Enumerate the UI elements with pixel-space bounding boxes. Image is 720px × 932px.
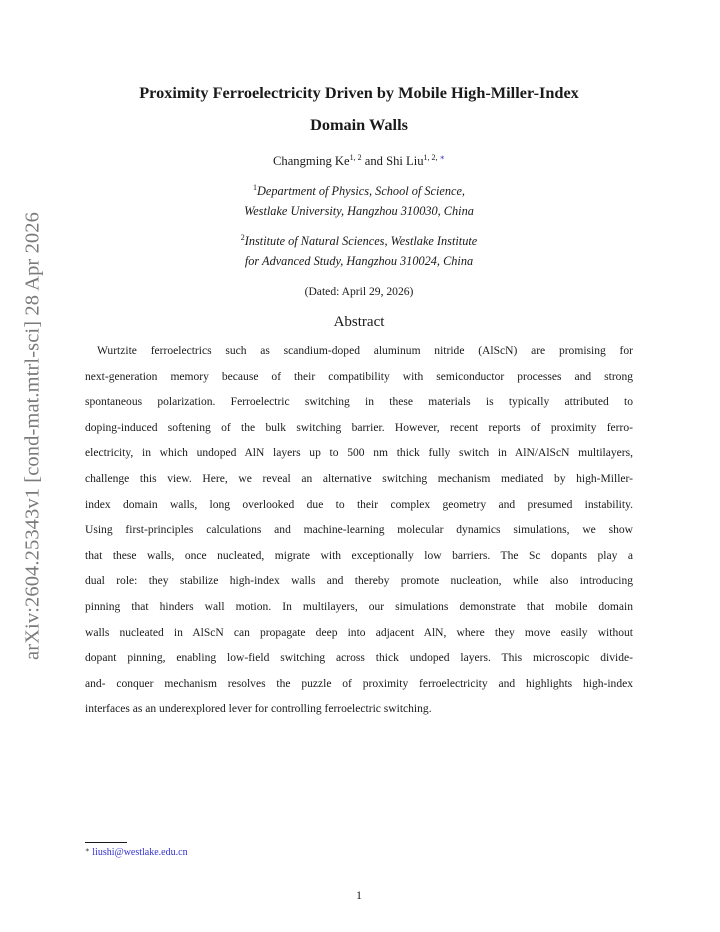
- affiliation-mark: 1: [253, 183, 258, 192]
- footnote-mark: ∗: [85, 846, 90, 854]
- abstract-heading: Abstract: [333, 314, 385, 330]
- abstract-line: next-generation memory because of their compatibility with semiconductor processes and strong: [85, 370, 633, 383]
- abstract-line: and- conquer mechanism resolves the puzzle of proximity ferroelectricity and highlights high-index: [85, 677, 633, 690]
- arxiv-identifier-stamp: arXiv:2604.25343v1 [cond-mat.mtrl-sci] 28 Apr 2026: [21, 212, 44, 660]
- title-line-2: Domain Walls: [310, 115, 408, 134]
- abstract-line: that these walls, once nucleated, migrate with exceptionally low barriers. The Sc dopants play a: [85, 549, 633, 562]
- abstract-line: index domain walls, long overlooked due to their complex geometry and presumed instability.: [85, 498, 633, 511]
- abstract-line: spontaneous polarization. Ferroelectric switching in these materials is typically attributed to: [85, 396, 633, 409]
- abstract-line: Wurtzite ferroelectrics such as scandium-doped aluminum nitride (AlScN) are promising for: [97, 345, 633, 357]
- abstract-line: dopant pinning, enabling low-field switching across thick undoped layers. This microscopic divide-: [85, 652, 633, 665]
- author-list: [80, 151, 638, 171]
- abstract-body: [85, 339, 633, 723]
- affiliation-line: Institute of Natural Sciences, Westlake Institute: [244, 234, 478, 248]
- author-name: Changming Ke: [273, 154, 350, 168]
- affiliation-line: Department of Physics, School of Science,: [257, 184, 465, 198]
- paper-title: [80, 77, 638, 141]
- abstract-line: doping-induced softening of the bulk switching barrier. However, recent reports of proximity ferro-: [85, 421, 633, 434]
- date-line: (Dated: April 29, 2026): [304, 285, 414, 298]
- corresponding-author-link[interactable]: ∗: [439, 153, 445, 162]
- footnote-divider: [85, 842, 127, 843]
- abstract-line: walls nucleated in AlScN can propagate deep into adjacent AlN, where they move easily without: [85, 626, 633, 639]
- abstract-line: challenge this view. Here, we reveal an alternative switching mechanism mediated by high-Miller-: [85, 472, 633, 485]
- affiliation-line: for Advanced Study, Hangzhou 310024, China: [244, 254, 474, 268]
- abstract-line: pinning that hinders wall motion. In multilayers, our simulations demonstrate that mobile domain: [85, 600, 633, 613]
- abstract-line: dual role: they stabilize high-index walls and thereby promote nucleation, while also introducing: [85, 575, 633, 588]
- author-affil-mark: 1, 2, ∗: [423, 153, 445, 162]
- affiliation-2: [80, 231, 638, 271]
- abstract-line: Using first-principles calculations and machine-learning molecular dynamics simulations, we show: [85, 524, 633, 537]
- footnote: [85, 846, 188, 860]
- abstract-line: interfaces as an underexplored lever for controlling ferroelectric switching.: [85, 703, 432, 716]
- abstract-line: electricity, in which undoped AlN layers up to 500 nm thick fully switch in AlN/AlScN multilayers,: [85, 447, 633, 460]
- author-name: Shi Liu: [386, 154, 424, 168]
- affiliation-line: Westlake University, Hangzhou 310030, China: [244, 204, 474, 218]
- page-number: 1: [356, 888, 362, 902]
- author-affil-mark: 1, 2: [349, 153, 362, 162]
- affiliation-1: [80, 181, 638, 221]
- author-connector: and: [361, 154, 387, 168]
- title-line-1: Proximity Ferroelectricity Driven by Mobile High-Miller-Index: [139, 83, 579, 102]
- affiliation-mark: 2: [240, 233, 245, 242]
- email-link[interactable]: liushi@westlake.edu.cn: [92, 847, 188, 858]
